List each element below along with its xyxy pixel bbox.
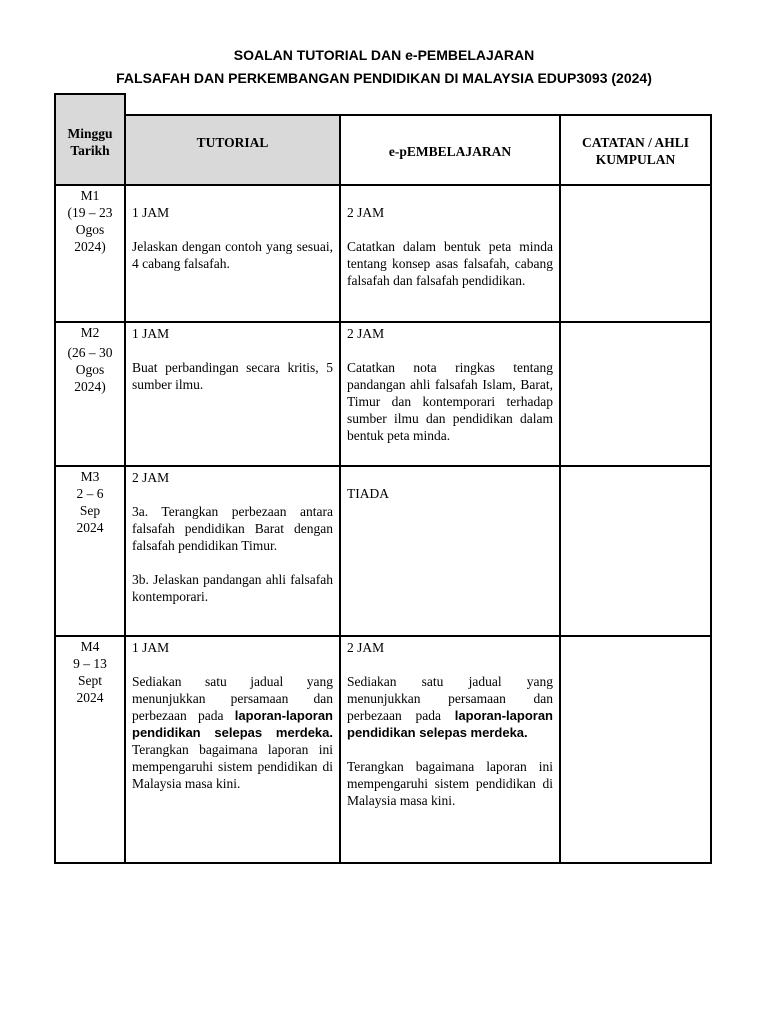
notes-cell-m4 <box>559 635 712 864</box>
tutorial-question-b: 3b. Jelaskan pandangan ahli falsafah kontemporari. <box>132 572 333 604</box>
elearning-task: Catatkan nota ringkas tentang pandangan ahli falsafah Islam, Barat, Timur dan kontemporari terhadap sumber ilmu dan pendidikan dalam bentuk peta minda. <box>347 360 553 443</box>
elearning-task-text: Sediakan satu jadual yang menunjukkan persamaan dan perbezaan pada <box>347 674 553 723</box>
elearning-cell-m1 <box>339 184 561 323</box>
elearning-cell-m3 <box>339 465 561 637</box>
header-week <box>54 93 126 186</box>
tutorial-hours: 1 JAM <box>132 205 170 220</box>
header-week-line2: Tarikh <box>70 143 110 158</box>
week-code: M4 <box>80 639 100 654</box>
elearning-task: Catatkan dalam bentuk peta minda tentang konsep asas falsafah, cabang falsafah dan falsafah pendidikan. <box>347 239 553 288</box>
notes-cell-m1 <box>559 184 712 323</box>
week-cell-m2 <box>54 321 126 467</box>
elearning-cell-m2 <box>339 321 561 467</box>
header-notes <box>559 114 712 186</box>
elearning-task <box>347 673 553 741</box>
tutorial-task-emphasis: laporan-laporan pendidikan selepas merdeka. <box>132 708 333 740</box>
notes-cell-m3 <box>559 465 712 637</box>
tutorial-question: Buat perbandingan secara kritis, 5 sumber ilmu. <box>132 360 333 392</box>
week-cell-m4 <box>54 635 126 864</box>
week-date: 9 – 13 <box>73 656 107 671</box>
week-date: (19 – 23 <box>67 205 113 220</box>
tutorial-task-text: Sediakan satu jadual yang menunjukkan persamaan dan perbezaan pada <box>132 674 333 723</box>
tutorial-cell-m3 <box>124 465 341 637</box>
elearning-task-emphasis: laporan-laporan pendidikan selepas merdeka. <box>347 708 553 740</box>
elearning-cell-m4 <box>339 635 561 864</box>
week-date: Sep <box>79 503 101 518</box>
tutorial-hours: 2 JAM <box>132 470 170 485</box>
week-date: 2 – 6 <box>76 486 104 501</box>
week-code: M1 <box>80 188 100 203</box>
week-date: 2024 <box>76 690 104 705</box>
week-date: Sept <box>77 673 102 688</box>
tutorial-question-a: 3a. Terangkan perbezaan antara falsafah pendidikan Barat dengan falsafah pendidikan Timur. <box>132 504 333 553</box>
week-date: 2024) <box>74 379 106 394</box>
week-code: M3 <box>80 469 100 484</box>
header-week-line1: Minggu <box>67 126 113 141</box>
header-tutorial <box>124 114 341 186</box>
week-cell-m1 <box>54 184 126 323</box>
week-code: M2 <box>80 325 100 340</box>
elearning-hours: 2 JAM <box>347 205 385 220</box>
tutorial-cell-m2 <box>124 321 341 467</box>
tutorial-question: Jelaskan dengan contoh yang sesuai, 4 cabang falsafah. <box>132 239 333 271</box>
notes-cell-m2 <box>559 321 712 467</box>
elearning-task: TIADA <box>347 486 389 501</box>
header-notes-line1: CATATAN / AHLI <box>581 135 689 150</box>
week-date: Ogos <box>75 362 105 377</box>
elearning-task-followup: Terangkan bagaimana laporan ini mempengaruhi sistem pendidikan di Malaysia masa kini. <box>347 759 553 808</box>
tutorial-cell-m4 <box>124 635 341 864</box>
header-elearning <box>339 114 561 186</box>
tutorial-hours: 1 JAM <box>132 326 170 341</box>
document-subtitle: FALSAFAH DAN PERKEMBANGAN PENDIDIKAN DI MALAYSIA EDUP3093 (2024) <box>116 70 652 86</box>
week-date: Ogos <box>75 222 105 237</box>
tutorial-task <box>132 673 333 792</box>
tutorial-task-text-end: Terangkan bagaimana laporan ini mempengaruhi sistem pendidikan di Malaysia masa kini. <box>132 742 333 791</box>
header-notes-line2: KUMPULAN <box>595 152 676 167</box>
document-title: SOALAN TUTORIAL DAN e-PEMBELAJARAN <box>233 47 535 63</box>
tutorial-hours: 1 JAM <box>132 640 170 655</box>
week-date: 2024) <box>74 239 106 254</box>
elearning-hours: 2 JAM <box>347 326 385 341</box>
tutorial-cell-m1 <box>124 184 341 323</box>
header-tutorial-label: TUTORIAL <box>196 135 269 150</box>
week-cell-m3 <box>54 465 126 637</box>
elearning-hours: 2 JAM <box>347 640 385 655</box>
week-date: (26 – 30 <box>67 345 113 360</box>
week-date: 2024 <box>76 520 104 535</box>
header-elearning-label: e-pEMBELAJARAN <box>388 144 512 159</box>
